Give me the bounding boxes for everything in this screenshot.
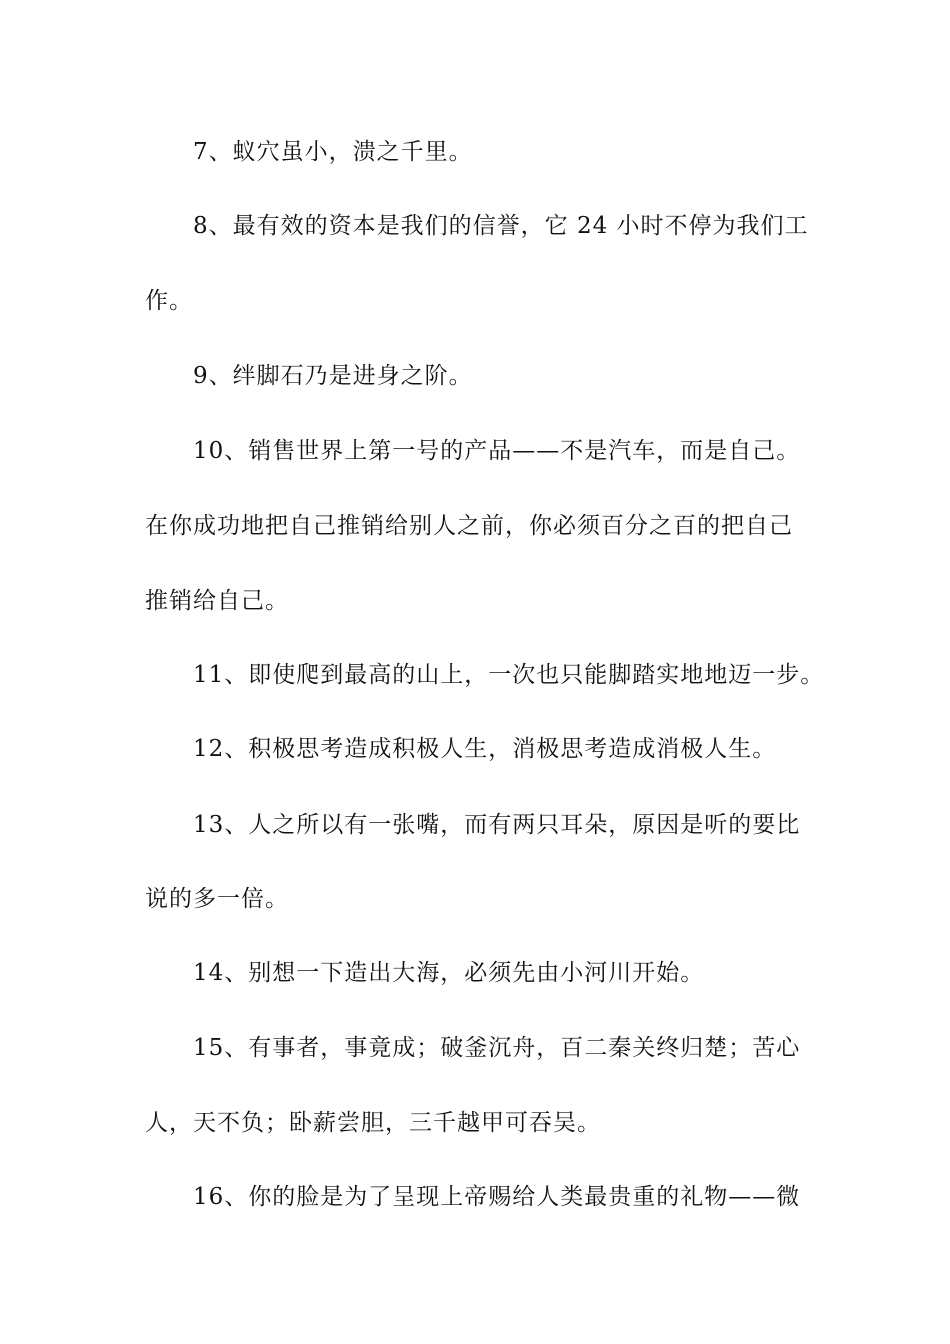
paragraph-line: 10、销售世界上第一号的产品——不是汽车，而是自己。 <box>193 438 801 464</box>
paragraph-line: 8、最有效的资本是我们的信誉，它 24 小时不停为我们工 <box>193 213 809 239</box>
paragraph-line: 7、蚁穴虽小，溃之千里。 <box>193 139 473 165</box>
paragraph-line: 11、即使爬到最高的山上，一次也只能脚踏实地地迈一步。 <box>193 662 825 688</box>
paragraph-line: 12、积极思考造成积极人生，消极思考造成消极人生。 <box>193 736 777 762</box>
paragraph-line: 推销给自己。 <box>145 588 289 614</box>
paragraph-line: 在你成功地把自己推销给别人之前，你必须百分之百的把自己 <box>145 513 793 539</box>
paragraph-line: 人，天不负；卧薪尝胆，三千越甲可吞吴。 <box>145 1110 601 1136</box>
paragraph-line: 14、别想一下造出大海，必须先由小河川开始。 <box>193 960 705 986</box>
paragraph-line: 13、人之所以有一张嘴，而有两只耳朵，原因是听的要比 <box>193 812 801 838</box>
paragraph-line: 9、绊脚石乃是进身之阶。 <box>193 363 473 389</box>
paragraph-line: 说的多一倍。 <box>145 886 289 912</box>
paragraph-line: 15、有事者，事竟成；破釜沉舟，百二秦关终归楚；苦心 <box>193 1035 801 1061</box>
paragraph-line: 16、你的脸是为了呈现上帝赐给人类最贵重的礼物——微 <box>193 1184 801 1210</box>
paragraph-line: 作。 <box>145 288 193 314</box>
